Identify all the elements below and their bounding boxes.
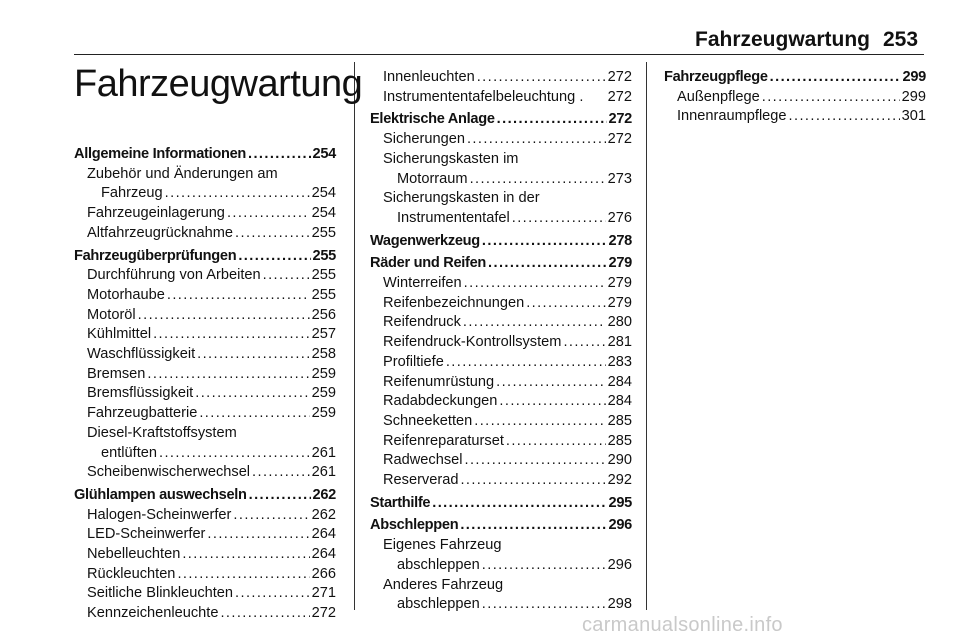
toc-column-3 (664, 68, 926, 127)
toc-entry-title: entlüften (101, 444, 157, 461)
toc-page-number: 298 (607, 596, 632, 613)
toc-entry-title: Durchführung von Arbeiten (87, 267, 261, 284)
column-divider-2 (646, 62, 647, 610)
toc-entry-title: Reifendruck-Kontrollsystem (383, 334, 562, 351)
toc-page-number: 283 (607, 353, 632, 370)
toc-entry-title: Reserverad (383, 472, 459, 489)
toc-entry-title: Fahrzeug (101, 185, 163, 202)
toc-entry-title: Bremsflüssigkeit (87, 385, 194, 402)
toc-entry[interactable] (74, 545, 336, 565)
toc-entry-title: Seitliche Blinkleuchten (87, 585, 234, 602)
dot-leader (199, 404, 309, 424)
toc-page-number: 262 (312, 486, 336, 503)
toc-entry-title: Anderes Fahrzeug (383, 576, 504, 593)
toc-entry[interactable] (370, 412, 632, 432)
toc-section-entry[interactable] (370, 110, 632, 130)
dot-leader (497, 110, 607, 130)
toc-page-number: 273 (607, 170, 632, 187)
dot-leader (488, 254, 607, 274)
toc-entry-title: Sicherungskasten in der (383, 190, 540, 207)
toc-column-2 (370, 68, 632, 615)
toc-entry-title: Fahrzeugbatterie (87, 405, 198, 422)
toc-entry[interactable] (370, 88, 632, 108)
dot-leader (477, 68, 606, 88)
toc-page-number: 285 (607, 432, 632, 449)
dot-leader (233, 506, 309, 526)
toc-entry[interactable] (74, 525, 336, 545)
toc-entry-title: Bremsen (87, 365, 146, 382)
toc-page-number: 285 (607, 412, 632, 429)
toc-page-number: 254 (311, 185, 336, 202)
toc-page-number: 278 (608, 232, 632, 249)
toc-page-number: 255 (311, 286, 336, 303)
toc-section-entry[interactable] (74, 247, 336, 267)
toc-section-entry[interactable] (370, 494, 632, 514)
toc-entry-title: Reifenbezeichnungen (383, 294, 525, 311)
dot-leader (153, 325, 310, 345)
dot-leader (177, 565, 309, 585)
toc-page-number: 264 (311, 546, 336, 563)
toc-page-number: 279 (607, 294, 632, 311)
toc-entry-title: Fahrzeugeinlagerung (87, 205, 225, 222)
dot-leader (446, 353, 606, 373)
toc-entry-title: Außenpflege (677, 88, 760, 105)
dot-leader (207, 525, 309, 545)
dot-leader (482, 556, 606, 576)
page-number: 253 (883, 28, 919, 51)
toc-entry[interactable] (370, 68, 632, 88)
toc-entry[interactable] (370, 432, 632, 452)
dot-leader (482, 232, 607, 252)
chapter-title: Fahrzeugwartung (74, 63, 363, 105)
toc-page-number: 257 (311, 326, 336, 343)
toc-entry[interactable] (370, 595, 632, 615)
toc-page-number: 258 (311, 346, 336, 363)
dot-leader (159, 444, 310, 464)
toc-entry[interactable] (74, 325, 336, 345)
dot-leader (499, 392, 605, 412)
dot-leader (220, 604, 309, 624)
toc-page-number: 266 (311, 565, 336, 582)
dot-leader (235, 224, 310, 244)
toc-entry[interactable] (370, 556, 632, 576)
toc-entry[interactable] (370, 274, 632, 294)
toc-entry[interactable] (370, 353, 632, 373)
toc-page-number: 272 (607, 131, 632, 148)
toc-entry[interactable] (74, 345, 336, 365)
toc-entry-title: Kühlmittel (87, 326, 152, 343)
toc-entry[interactable] (74, 306, 336, 326)
toc-entry[interactable] (370, 150, 632, 170)
toc-page-number: 299 (902, 69, 926, 85)
toc-page-number: 259 (311, 365, 336, 382)
toc-entry[interactable] (370, 189, 632, 209)
toc-page-number: 264 (311, 526, 336, 543)
dot-leader (147, 365, 309, 385)
toc-entry-title: Sicherungskasten im (383, 150, 519, 167)
toc-section-entry[interactable] (664, 68, 926, 88)
toc-page-number: 290 (607, 452, 632, 469)
toc-entry-title: Fahrzeugüberprüfungen (74, 247, 237, 264)
toc-entry[interactable] (74, 506, 336, 526)
header-rule (74, 54, 924, 55)
toc-entry-title: Reifenumrüstung (383, 373, 495, 390)
toc-entry-title: Winterreifen (383, 275, 462, 292)
dot-leader (432, 494, 606, 514)
toc-entry[interactable] (370, 471, 632, 491)
toc-entry[interactable] (74, 404, 336, 424)
toc-page-number: 272 (607, 88, 632, 105)
dot-leader (195, 384, 309, 404)
dot-leader (227, 204, 310, 224)
toc-page-number: 272 (607, 69, 632, 85)
toc-entry-title: Reifendruck (383, 314, 461, 331)
dot-leader (465, 451, 606, 471)
toc-page-number: 256 (311, 306, 336, 323)
toc-entry[interactable] (664, 107, 926, 127)
toc-page-number: 272 (311, 605, 336, 622)
toc-entry-title: Reifenreparaturset (383, 432, 504, 449)
dot-leader (770, 68, 901, 88)
dot-leader (263, 266, 310, 286)
toc-entry[interactable] (74, 165, 336, 185)
toc-entry[interactable] (370, 451, 632, 471)
toc-column-1 (74, 145, 336, 624)
dot-leader (464, 274, 606, 294)
toc-entry-title: Innenleuchten (383, 69, 475, 85)
toc-entry-title: Räder und Reifen (370, 255, 487, 272)
toc-entry-title: Rückleuchten (87, 565, 176, 582)
toc-entry-title: Starthilfe (370, 494, 431, 511)
dot-leader (138, 306, 310, 326)
running-head (0, 0, 960, 52)
dot-leader (167, 286, 310, 306)
dot-leader (482, 595, 606, 615)
toc-entry-title: LED-Scheinwerfer (87, 526, 206, 543)
toc-entry-title: Altfahrzeugrücknahme (87, 224, 234, 241)
toc-entry-title: Waschflüssigkeit (87, 346, 196, 363)
toc-entry-title: Radwechsel (383, 452, 463, 469)
dot-leader (563, 333, 605, 353)
toc-entry-title: Fahrzeugpflege (664, 69, 768, 85)
toc-page-number: 280 (607, 314, 632, 331)
toc-entry-title: Motorraum (397, 170, 468, 187)
dot-leader (248, 145, 311, 165)
toc-page-number: 295 (608, 494, 632, 511)
toc-page-number: 254 (311, 205, 336, 222)
running-head-title: Fahrzeugwartung (695, 28, 871, 51)
toc-entry-title: Innenraumpflege (677, 108, 787, 125)
toc-entry-title: Wagenwerkzeug (370, 232, 480, 249)
toc-page-number: 272 (608, 111, 632, 128)
dot-leader (470, 170, 606, 190)
dot-leader (249, 486, 311, 506)
dot-leader (463, 313, 606, 333)
toc-entry[interactable] (74, 424, 336, 444)
toc-section-entry[interactable] (370, 516, 632, 536)
toc-entry-title: Motoröl (87, 306, 136, 323)
dot-leader (165, 184, 310, 204)
dot-leader (512, 209, 606, 229)
toc-entry[interactable] (370, 392, 632, 412)
toc-page-number: 261 (311, 464, 336, 481)
toc-entry-title: Instrumententafelbeleuchtung . (383, 88, 584, 105)
dot-leader (506, 432, 606, 452)
toc-entry-title: Schneeketten (383, 412, 473, 429)
toc-entry-title: Abschleppen (370, 517, 459, 534)
toc-entry[interactable] (74, 365, 336, 385)
toc-entry[interactable] (74, 604, 336, 624)
toc-entry[interactable] (370, 130, 632, 150)
toc-page-number: 255 (312, 247, 336, 264)
toc-entry[interactable] (74, 266, 336, 286)
toc-entry-title: Halogen-Scheinwerfer (87, 506, 232, 523)
toc-page-number: 262 (311, 506, 336, 523)
toc-entry-title: Radabdeckungen (383, 393, 498, 410)
toc-entry-title: Motorhaube (87, 286, 165, 303)
toc-page-number: 284 (607, 373, 632, 390)
toc-section-entry[interactable] (370, 232, 632, 252)
toc-entry[interactable] (370, 333, 632, 353)
toc-page-number: 254 (312, 146, 336, 162)
dot-leader (496, 373, 606, 393)
toc-entry-title: Elektrische Anlage (370, 111, 495, 128)
toc-entry-title: Diesel-Kraftstoffsystem (87, 424, 237, 441)
dot-leader (182, 545, 309, 565)
toc-page-number: 259 (311, 385, 336, 402)
toc-entry[interactable] (74, 384, 336, 404)
toc-page-number: 271 (311, 585, 336, 602)
toc-entry[interactable] (74, 565, 336, 585)
toc-entry[interactable] (74, 184, 336, 204)
toc-page-number: 292 (607, 472, 632, 489)
toc-section-entry[interactable] (74, 145, 336, 165)
toc-page-number: 279 (608, 255, 632, 272)
toc-entry[interactable] (370, 313, 632, 333)
dot-leader (789, 107, 900, 127)
toc-entry[interactable] (74, 286, 336, 306)
toc-entry-title: abschleppen (397, 596, 480, 613)
toc-entry-title: abschleppen (397, 556, 480, 573)
column-divider-1 (354, 62, 355, 610)
toc-entry[interactable] (74, 463, 336, 483)
toc-entry[interactable] (370, 294, 632, 314)
toc-entry-title: Kennzeichenleuchte (87, 605, 219, 622)
toc-page-number: 279 (607, 275, 632, 292)
toc-entry-title: Eigenes Fahrzeug (383, 537, 502, 554)
toc-entry-title: Instrumententafel (397, 209, 510, 226)
toc-page-number: 299 (901, 88, 926, 105)
dot-leader (460, 516, 606, 536)
watermark: carmanualsonline.info (582, 614, 783, 636)
toc-page-number: 259 (311, 405, 336, 422)
dot-leader (460, 471, 605, 491)
toc-entry[interactable] (74, 224, 336, 244)
toc-page-number: 296 (607, 556, 632, 573)
dot-leader (474, 412, 605, 432)
toc-entry[interactable] (74, 584, 336, 604)
toc-entry-title: Profiltiefe (383, 353, 444, 370)
toc-entry-title: Nebelleuchten (87, 546, 181, 563)
toc-page-number: 281 (607, 334, 632, 351)
toc-entry[interactable] (370, 170, 632, 190)
toc-entry[interactable] (370, 373, 632, 393)
toc-entry-title: Glühlampen auswechseln (74, 486, 247, 503)
toc-page-number: 284 (607, 393, 632, 410)
dot-leader (235, 584, 310, 604)
toc-page-number: 255 (311, 224, 336, 241)
toc-entry-title: Scheibenwischerwechsel (87, 464, 251, 481)
toc-entry[interactable] (74, 204, 336, 224)
toc-entry[interactable] (370, 209, 632, 229)
dot-leader (467, 130, 606, 150)
toc-page-number: 301 (901, 108, 926, 125)
toc-section-entry[interactable] (74, 486, 336, 506)
dot-leader (252, 463, 310, 483)
toc-entry[interactable] (664, 88, 926, 108)
toc-section-entry[interactable] (370, 254, 632, 274)
dot-leader (197, 345, 310, 365)
toc-entry-title: Allgemeine Informationen (74, 146, 247, 162)
toc-page-number: 296 (608, 517, 632, 534)
dot-leader (526, 294, 605, 314)
toc-entry-title: Zubehör und Änderungen am (87, 165, 278, 182)
toc-page-number: 255 (311, 267, 336, 284)
toc-page-number: 276 (607, 209, 632, 226)
toc-entry-title: Sicherungen (383, 131, 465, 148)
toc-entry[interactable] (74, 444, 336, 464)
toc-entry[interactable] (370, 576, 632, 596)
dot-leader (238, 247, 310, 267)
toc-entry[interactable] (370, 536, 632, 556)
toc-page-number: 261 (311, 444, 336, 461)
dot-leader (762, 88, 900, 108)
